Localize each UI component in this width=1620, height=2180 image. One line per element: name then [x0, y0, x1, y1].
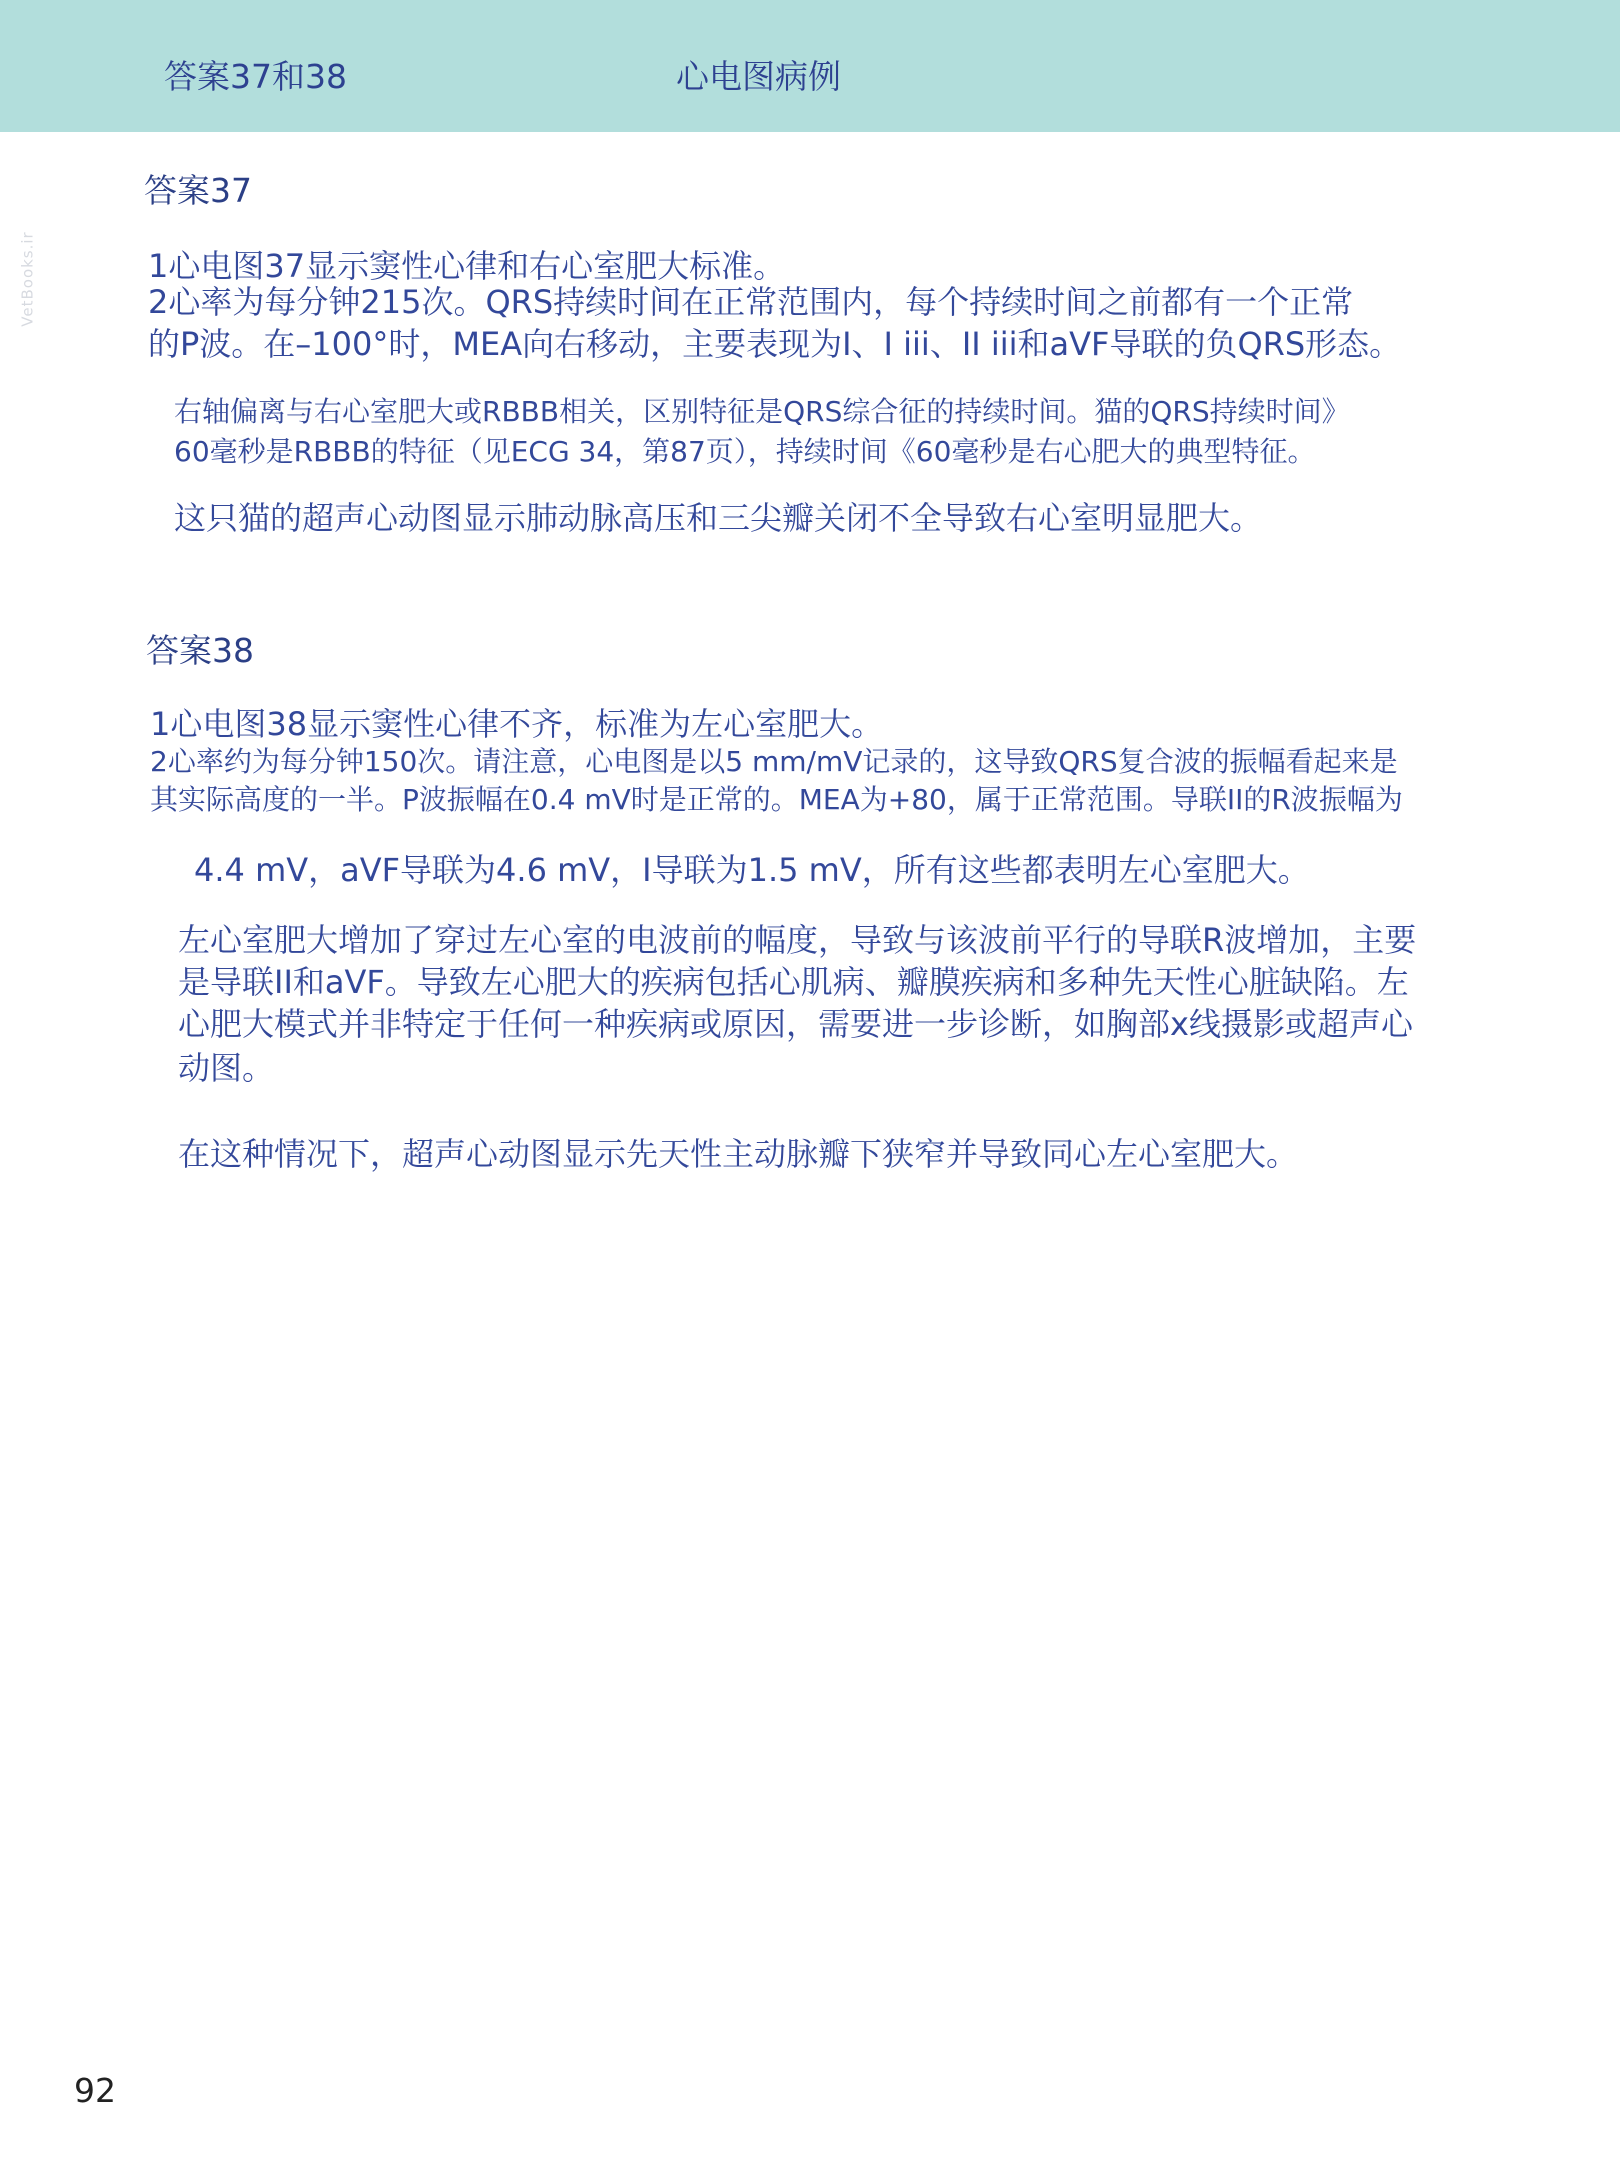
answer38-line-6: 是导联II和aVF。导致左心肥大的疾病包括心肌病、瓣膜疾病和多种先天性心脏缺陷。左 [178, 963, 1409, 1001]
answer38-line-1: 1心电图38显示窦性心律不齐，标准为左心室肥大。 [150, 705, 884, 743]
answer37-line-3: 的P波。在–100°时，MEA向右移动，主要表现为I、I iii、II iii和aVF导联的负QRS形态。 [148, 325, 1402, 363]
answer38-line-4: 4.4 mV，aVF导联为4.6 mV，I导联为1.5 mV，所有这些都表明左心室肥大。 [194, 851, 1310, 889]
header-center-title: 心电图病例 [676, 57, 841, 96]
answer38-line-2: 2心率约为每分钟150次。请注意，心电图是以5 mm/mV记录的，这导致QRS复合波的振幅看起来是 [150, 745, 1398, 778]
answer38-line-9: 在这种情况下，超声心动图显示先天性主动脉瓣下狭窄并导致同心左心室肥大。 [178, 1135, 1299, 1173]
watermark: VetBooks.ir [18, 231, 37, 327]
answer37-line-5: 60毫秒是RBBB的特征（见ECG 34，第87页），持续时间《60毫秒是右心肥大的典型特征。 [174, 435, 1316, 468]
answer38-title: 答案38 [146, 631, 254, 670]
answer37-line-4: 右轴偏离与右心室肥大或RBBB相关，区别特征是QRS综合征的持续时间。猫的QRS持续时间》 [174, 395, 1350, 428]
page-number: 92 [74, 2071, 116, 2110]
header-left-title: 答案37和38 [164, 57, 347, 96]
answer38-line-7: 心肥大模式并非特定于任何一种疾病或原因，需要进一步诊断，如胸部x线摄影或超声心 [178, 1005, 1413, 1043]
answer37-line-6: 这只猫的超声心动图显示肺动脉高压和三尖瓣关闭不全导致右心室明显肥大。 [174, 499, 1263, 537]
answer38-line-5: 左心室肥大增加了穿过左心室的电波前的幅度，导致与该波前平行的导联R波增加，主要 [178, 921, 1417, 959]
answer38-line-3: 其实际高度的一半。P波振幅在0.4 mV时是正常的。MEA为+80，属于正常范围。导联II的R波振幅为 [150, 783, 1403, 816]
answer38-line-8: 动图。 [178, 1049, 275, 1087]
answer37-title: 答案37 [144, 171, 252, 210]
answer37-line-1: 1心电图37显示窦性心律和右心室肥大标准。 [148, 247, 786, 285]
answer37-line-2: 2心率为每分钟215次。QRS持续时间在正常范围内，每个持续时间之前都有一个正常 [148, 283, 1354, 321]
